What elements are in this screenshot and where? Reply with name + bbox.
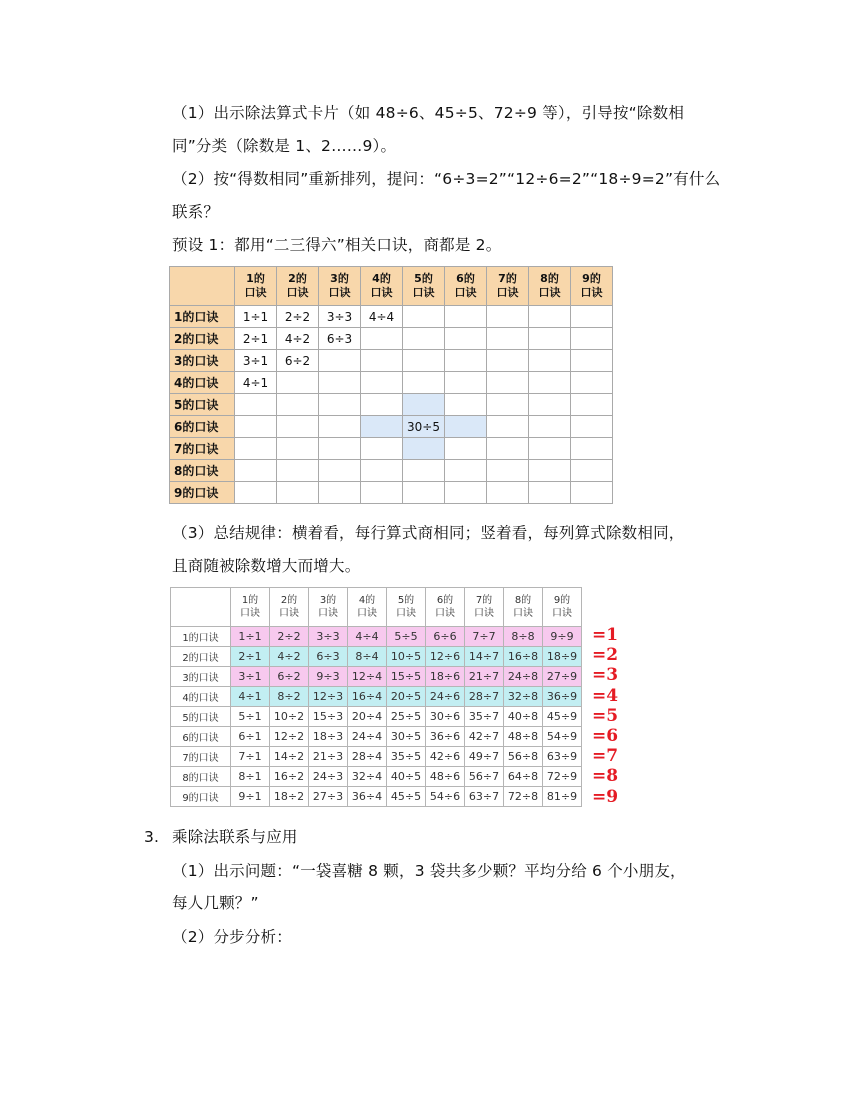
table-cell: 45÷9 bbox=[543, 707, 582, 727]
row-header: 5的口诀 bbox=[170, 394, 235, 416]
table-cell: 14÷7 bbox=[465, 647, 504, 667]
header-row bbox=[170, 267, 613, 306]
column-header bbox=[465, 588, 504, 627]
column-header bbox=[361, 267, 403, 306]
table-row bbox=[171, 767, 582, 787]
table-cell: 49÷7 bbox=[465, 747, 504, 767]
table-cell: 4÷1 bbox=[231, 687, 270, 707]
table-cell bbox=[487, 438, 529, 460]
column-header-text: 口诀 bbox=[244, 286, 267, 299]
table-cell bbox=[529, 394, 571, 416]
row-header: 8的口诀 bbox=[171, 767, 231, 787]
table-cell: 8÷2 bbox=[270, 687, 309, 707]
table-row bbox=[170, 482, 613, 504]
column-header-text: 8的 bbox=[540, 272, 559, 285]
column-header-text: 5的 bbox=[397, 595, 415, 606]
table-cell bbox=[319, 394, 361, 416]
table-cell: 1÷1 bbox=[235, 306, 277, 328]
quotient-result: =4 bbox=[592, 685, 619, 706]
table-cell: 24÷8 bbox=[504, 667, 543, 687]
table-cell bbox=[403, 394, 445, 416]
table-cell bbox=[319, 372, 361, 394]
table-cell: 40÷5 bbox=[387, 767, 426, 787]
table-cell: 3÷1 bbox=[231, 667, 270, 687]
column-header bbox=[571, 267, 613, 306]
table-cell bbox=[361, 438, 403, 460]
table-cell: 16÷4 bbox=[348, 687, 387, 707]
table-cell: 4÷2 bbox=[277, 328, 319, 350]
table-cell bbox=[529, 328, 571, 350]
column-header-text: 2的 bbox=[280, 595, 298, 606]
table-cell: 63÷9 bbox=[543, 747, 582, 767]
table-cell bbox=[571, 306, 613, 328]
table-cell: 3÷3 bbox=[309, 627, 348, 647]
table-row bbox=[171, 667, 582, 687]
quotient-result: =3 bbox=[592, 665, 619, 686]
column-header-text: 7的 bbox=[498, 272, 517, 285]
table-cell bbox=[277, 460, 319, 482]
table-cell: 16÷8 bbox=[504, 647, 543, 667]
table-cell: 15÷3 bbox=[309, 707, 348, 727]
table-cell: 30÷5 bbox=[387, 727, 426, 747]
table-cell: 14÷2 bbox=[270, 747, 309, 767]
table-row bbox=[171, 647, 582, 667]
table-cell: 6÷1 bbox=[231, 727, 270, 747]
table-cell bbox=[403, 372, 445, 394]
division-table-full bbox=[170, 587, 582, 807]
table-cell bbox=[487, 372, 529, 394]
table-cell: 40÷8 bbox=[504, 707, 543, 727]
row-header: 7的口诀 bbox=[171, 747, 231, 767]
table-cell: 30÷6 bbox=[426, 707, 465, 727]
table-cell bbox=[529, 460, 571, 482]
table-row bbox=[171, 687, 582, 707]
table-cell bbox=[361, 350, 403, 372]
table-cell: 42÷7 bbox=[465, 727, 504, 747]
table-row bbox=[170, 416, 613, 438]
table-cell bbox=[487, 394, 529, 416]
table-cell: 6÷3 bbox=[319, 328, 361, 350]
table-cell bbox=[319, 460, 361, 482]
table-row bbox=[170, 350, 613, 372]
column-header bbox=[445, 267, 487, 306]
table-cell bbox=[235, 460, 277, 482]
row-header: 5的口诀 bbox=[171, 707, 231, 727]
column-header bbox=[270, 588, 309, 627]
paragraph-2-line-1: （2）按“得数相同”重新排列，提问：“6÷3=2”“12÷6=2”“18÷9=2”有什么 bbox=[172, 170, 721, 188]
table-cell: 42÷6 bbox=[426, 747, 465, 767]
table-cell bbox=[277, 438, 319, 460]
table-cell bbox=[445, 328, 487, 350]
table-cell bbox=[235, 416, 277, 438]
table-cell: 30÷5 bbox=[403, 416, 445, 438]
column-header bbox=[403, 267, 445, 306]
table-cell: 7÷1 bbox=[231, 747, 270, 767]
table-row bbox=[170, 372, 613, 394]
table-cell: 4÷4 bbox=[361, 306, 403, 328]
column-header-text: 9的 bbox=[582, 272, 601, 285]
table-cell: 2÷2 bbox=[277, 306, 319, 328]
table-cell bbox=[571, 438, 613, 460]
table-cell bbox=[571, 350, 613, 372]
table-cell bbox=[445, 416, 487, 438]
row-header: 1的口诀 bbox=[171, 627, 231, 647]
row-header: 3的口诀 bbox=[170, 350, 235, 372]
column-header-text: 4的 bbox=[372, 272, 391, 285]
table-cell: 48÷8 bbox=[504, 727, 543, 747]
problem-line-1: （1）出示问题：“一袋喜糖 8 颗，3 袋共多少颗？平均分给 6 个小朋友， bbox=[172, 862, 686, 880]
table-row bbox=[171, 727, 582, 747]
table-cell bbox=[445, 306, 487, 328]
table-cell bbox=[319, 438, 361, 460]
table-cell: 25÷5 bbox=[387, 707, 426, 727]
table-cell: 64÷8 bbox=[504, 767, 543, 787]
table-cell: 24÷3 bbox=[309, 767, 348, 787]
column-header-text: 口诀 bbox=[552, 608, 572, 619]
column-header-text: 口诀 bbox=[328, 286, 351, 299]
table-cell bbox=[319, 482, 361, 504]
column-header-text: 8的 bbox=[514, 595, 532, 606]
table-cell: 4÷1 bbox=[235, 372, 277, 394]
column-header bbox=[426, 588, 465, 627]
table-cell: 6÷2 bbox=[270, 667, 309, 687]
table-cell bbox=[277, 394, 319, 416]
table-row bbox=[170, 306, 613, 328]
table-cell: 56÷7 bbox=[465, 767, 504, 787]
column-header bbox=[529, 267, 571, 306]
column-header bbox=[543, 588, 582, 627]
column-header-text: 6的 bbox=[456, 272, 475, 285]
section-number: 3. bbox=[144, 828, 160, 846]
column-header-text: 6的 bbox=[436, 595, 454, 606]
table-cell bbox=[529, 482, 571, 504]
table-cell: 9÷1 bbox=[231, 787, 270, 807]
table-cell: 15÷5 bbox=[387, 667, 426, 687]
row-header: 9的口诀 bbox=[170, 482, 235, 504]
table-cell: 1÷1 bbox=[231, 627, 270, 647]
table-cell bbox=[571, 372, 613, 394]
table-cell bbox=[403, 306, 445, 328]
table-cell: 3÷1 bbox=[235, 350, 277, 372]
column-header-text: 口诀 bbox=[412, 286, 435, 299]
column-header bbox=[348, 588, 387, 627]
paragraph-1-line-2: 同”分类（除数是 1、2……9）。 bbox=[172, 137, 397, 155]
table-cell: 4÷4 bbox=[348, 627, 387, 647]
table-cell bbox=[445, 482, 487, 504]
table-cell: 32÷4 bbox=[348, 767, 387, 787]
table-cell bbox=[277, 416, 319, 438]
row-header: 8的口诀 bbox=[170, 460, 235, 482]
table-cell: 2÷1 bbox=[235, 328, 277, 350]
paragraph-3-line-2: 且商随被除数增大而增大。 bbox=[172, 557, 361, 575]
column-header-text: 口诀 bbox=[357, 608, 377, 619]
table-cell: 6÷6 bbox=[426, 627, 465, 647]
table-cell: 27÷3 bbox=[309, 787, 348, 807]
column-header-text: 2的 bbox=[288, 272, 307, 285]
table-cell: 5÷5 bbox=[387, 627, 426, 647]
table-cell bbox=[529, 416, 571, 438]
table-cell bbox=[277, 372, 319, 394]
table-cell: 12÷6 bbox=[426, 647, 465, 667]
table-row bbox=[171, 627, 582, 647]
column-header bbox=[277, 267, 319, 306]
paragraph-3-line-1: （3）总结规律：横着看，每行算式商相同；竖着看，每列算式除数相同， bbox=[172, 524, 685, 542]
table-cell: 9÷9 bbox=[543, 627, 582, 647]
table-cell: 28÷7 bbox=[465, 687, 504, 707]
table-cell: 36÷9 bbox=[543, 687, 582, 707]
table-cell: 81÷9 bbox=[543, 787, 582, 807]
section-3-heading bbox=[144, 826, 298, 848]
table-cell bbox=[487, 416, 529, 438]
row-header: 2的口诀 bbox=[171, 647, 231, 667]
column-header-text: 1的 bbox=[246, 272, 265, 285]
table-cell bbox=[445, 460, 487, 482]
problem-line-2: 每人几颗？” bbox=[172, 894, 259, 912]
table-cell: 8÷1 bbox=[231, 767, 270, 787]
table-cell: 10÷2 bbox=[270, 707, 309, 727]
column-header-text: 口诀 bbox=[580, 286, 603, 299]
table-cell: 9÷3 bbox=[309, 667, 348, 687]
table-row bbox=[171, 747, 582, 767]
header-row bbox=[171, 588, 582, 627]
table-row bbox=[170, 394, 613, 416]
table-cell bbox=[319, 416, 361, 438]
column-header-text: 口诀 bbox=[513, 608, 533, 619]
column-header bbox=[504, 588, 543, 627]
table-cell bbox=[403, 350, 445, 372]
table-cell bbox=[571, 416, 613, 438]
row-header: 6的口诀 bbox=[170, 416, 235, 438]
table-cell: 54÷9 bbox=[543, 727, 582, 747]
table-cell bbox=[235, 394, 277, 416]
table-cell bbox=[403, 460, 445, 482]
table-cell bbox=[529, 372, 571, 394]
table-cell bbox=[361, 394, 403, 416]
table-cell: 6÷2 bbox=[277, 350, 319, 372]
column-header-text: 口诀 bbox=[318, 608, 338, 619]
table-cell: 7÷7 bbox=[465, 627, 504, 647]
table-cell bbox=[487, 482, 529, 504]
table-cell bbox=[361, 328, 403, 350]
column-header-text: 口诀 bbox=[538, 286, 561, 299]
row-header: 4的口诀 bbox=[171, 687, 231, 707]
section-title: 乘除法联系与应用 bbox=[172, 828, 298, 846]
table-cell bbox=[361, 460, 403, 482]
table-cell: 24÷4 bbox=[348, 727, 387, 747]
table-cell bbox=[571, 394, 613, 416]
table-cell bbox=[361, 416, 403, 438]
quotient-result: =8 bbox=[592, 766, 619, 787]
column-header-text: 5的 bbox=[414, 272, 433, 285]
table-cell: 54÷6 bbox=[426, 787, 465, 807]
table-cell bbox=[445, 350, 487, 372]
table-cell bbox=[571, 460, 613, 482]
column-header-text: 4的 bbox=[358, 595, 376, 606]
quotient-result: =2 bbox=[592, 645, 619, 666]
table-cell: 35÷5 bbox=[387, 747, 426, 767]
table-cell bbox=[403, 482, 445, 504]
column-header-text: 口诀 bbox=[240, 608, 260, 619]
table-cell bbox=[529, 438, 571, 460]
table-cell bbox=[361, 482, 403, 504]
table-row bbox=[170, 460, 613, 482]
column-header-text: 3的 bbox=[319, 595, 337, 606]
table-cell: 18÷9 bbox=[543, 647, 582, 667]
table-cell: 32÷8 bbox=[504, 687, 543, 707]
quotient-result: =7 bbox=[592, 746, 619, 767]
table-cell bbox=[529, 306, 571, 328]
column-header bbox=[487, 267, 529, 306]
paragraph-2-line-2: 联系？ bbox=[172, 203, 220, 221]
table-cell bbox=[571, 482, 613, 504]
row-header: 9的口诀 bbox=[171, 787, 231, 807]
table-cell: 24÷6 bbox=[426, 687, 465, 707]
table-cell: 27÷9 bbox=[543, 667, 582, 687]
table-cell: 36÷4 bbox=[348, 787, 387, 807]
corner-cell bbox=[171, 588, 231, 627]
column-header-text: 口诀 bbox=[474, 608, 494, 619]
table-cell: 10÷5 bbox=[387, 647, 426, 667]
division-table-partial bbox=[169, 266, 613, 504]
column-header-text: 口诀 bbox=[286, 286, 309, 299]
table-cell bbox=[235, 438, 277, 460]
preset-1-text: 预设 1：都用“二三得六”相关口诀，商都是 2。 bbox=[172, 236, 502, 254]
column-header bbox=[235, 267, 277, 306]
quotient-result: =5 bbox=[592, 705, 619, 726]
row-header: 6的口诀 bbox=[171, 727, 231, 747]
table-cell: 21÷3 bbox=[309, 747, 348, 767]
table-row bbox=[170, 328, 613, 350]
table-cell: 8÷4 bbox=[348, 647, 387, 667]
table-cell bbox=[487, 306, 529, 328]
table-cell: 28÷4 bbox=[348, 747, 387, 767]
table-cell bbox=[487, 350, 529, 372]
table-cell: 12÷2 bbox=[270, 727, 309, 747]
table-cell: 48÷6 bbox=[426, 767, 465, 787]
row-header: 2的口诀 bbox=[170, 328, 235, 350]
quotient-result: =9 bbox=[592, 786, 619, 807]
table-cell bbox=[277, 482, 319, 504]
table-cell: 63÷7 bbox=[465, 787, 504, 807]
column-header bbox=[319, 267, 361, 306]
table-cell: 45÷5 bbox=[387, 787, 426, 807]
table-cell: 12÷4 bbox=[348, 667, 387, 687]
column-header-text: 1的 bbox=[241, 595, 259, 606]
column-header-text: 3的 bbox=[330, 272, 349, 285]
table-cell: 18÷6 bbox=[426, 667, 465, 687]
table-cell: 20÷5 bbox=[387, 687, 426, 707]
row-header: 4的口诀 bbox=[170, 372, 235, 394]
table-cell bbox=[235, 482, 277, 504]
column-header bbox=[231, 588, 270, 627]
quotient-result: =1 bbox=[592, 625, 619, 645]
table-cell: 72÷8 bbox=[504, 787, 543, 807]
table-cell bbox=[487, 328, 529, 350]
column-header bbox=[309, 588, 348, 627]
row-header: 7的口诀 bbox=[170, 438, 235, 460]
table-cell bbox=[571, 328, 613, 350]
table-cell bbox=[445, 394, 487, 416]
table-cell bbox=[445, 372, 487, 394]
table-cell: 8÷8 bbox=[504, 627, 543, 647]
table-row bbox=[171, 707, 582, 727]
column-header-text: 口诀 bbox=[496, 286, 519, 299]
quotient-result: =6 bbox=[592, 726, 619, 746]
column-header-text: 口诀 bbox=[396, 608, 416, 619]
table-cell bbox=[487, 460, 529, 482]
table-cell: 20÷4 bbox=[348, 707, 387, 727]
table-cell: 12÷3 bbox=[309, 687, 348, 707]
table-cell: 2÷2 bbox=[270, 627, 309, 647]
table-cell: 18÷2 bbox=[270, 787, 309, 807]
table-cell: 72÷9 bbox=[543, 767, 582, 787]
table-cell bbox=[445, 438, 487, 460]
column-header-text: 口诀 bbox=[435, 608, 455, 619]
column-header-text: 口诀 bbox=[454, 286, 477, 299]
table-cell: 6÷3 bbox=[309, 647, 348, 667]
table-cell bbox=[403, 438, 445, 460]
table-cell: 56÷8 bbox=[504, 747, 543, 767]
column-header-text: 口诀 bbox=[279, 608, 299, 619]
table-cell bbox=[319, 350, 361, 372]
table-cell: 21÷7 bbox=[465, 667, 504, 687]
table-cell: 2÷1 bbox=[231, 647, 270, 667]
table-cell bbox=[403, 328, 445, 350]
table-cell: 36÷6 bbox=[426, 727, 465, 747]
column-header-text: 9的 bbox=[553, 595, 571, 606]
table-cell: 4÷2 bbox=[270, 647, 309, 667]
table-cell: 18÷3 bbox=[309, 727, 348, 747]
step-analysis-label: （2）分步分析： bbox=[172, 928, 292, 946]
table-cell bbox=[361, 372, 403, 394]
table-cell: 16÷2 bbox=[270, 767, 309, 787]
column-header-text: 7的 bbox=[475, 595, 493, 606]
table-cell: 5÷1 bbox=[231, 707, 270, 727]
table-cell: 3÷3 bbox=[319, 306, 361, 328]
row-header: 3的口诀 bbox=[171, 667, 231, 687]
row-header: 1的口诀 bbox=[170, 306, 235, 328]
table-row bbox=[170, 438, 613, 460]
column-header-text: 口诀 bbox=[370, 286, 393, 299]
table-row bbox=[171, 787, 582, 807]
table-cell: 35÷7 bbox=[465, 707, 504, 727]
column-header bbox=[387, 588, 426, 627]
corner-cell bbox=[170, 267, 235, 306]
paragraph-1-line-1: （1）出示除法算式卡片（如 48÷6、45÷5、72÷9 等），引导按“除数相 bbox=[172, 104, 685, 122]
table-cell bbox=[529, 350, 571, 372]
